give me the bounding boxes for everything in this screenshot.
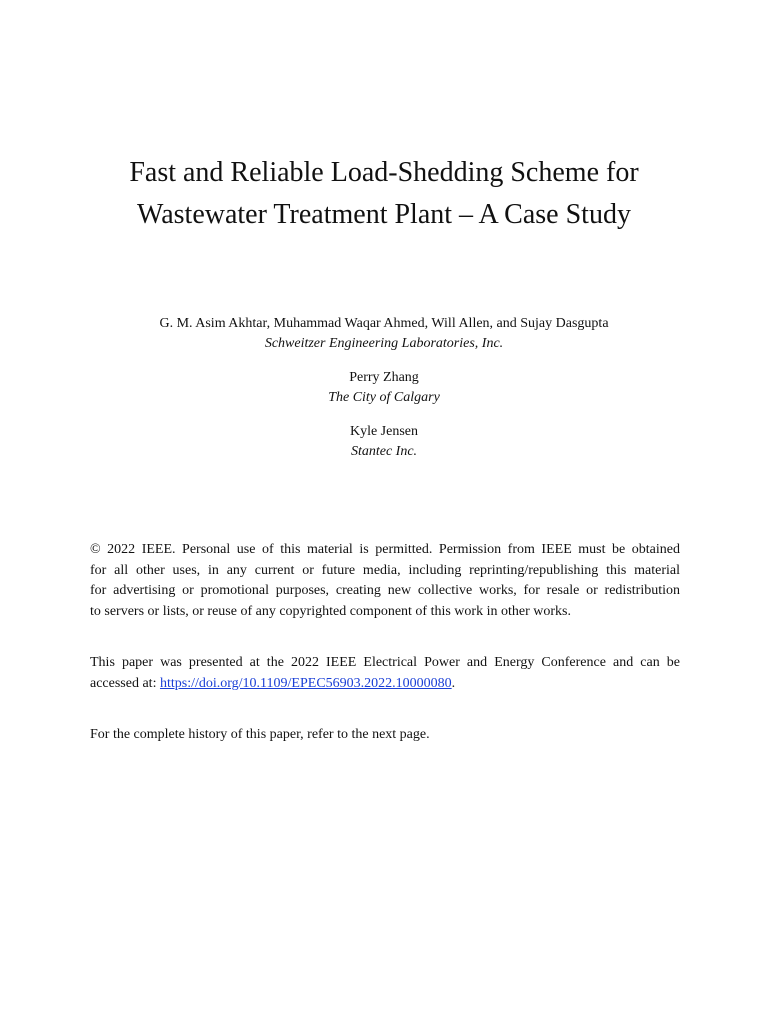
author-affiliation: Schweitzer Engineering Laboratories, Inc. [264, 336, 504, 351]
author-group-stantec [40, 422, 728, 462]
author-names: G. M. Asim Akhtar, Muhammad Waqar Ahmed, Will Allen, and Sujay Dasgupta [159, 316, 609, 331]
author-names: Kyle Jensen [349, 424, 419, 439]
copyright-line: for advertising or promotional purposes, creating new collective works, for resale or redistribution [90, 583, 680, 599]
history-note [90, 725, 680, 746]
history-text: For the complete history of this paper, refer to the next page. [90, 727, 430, 742]
copyright-line: © 2022 IEEE. Personal use of this material is permitted. Permission from IEEE must be obtained [90, 542, 680, 557]
presentation-line-1: This paper was presented at the 2022 IEEE Electrical Power and Energy Conference and can be [90, 655, 680, 670]
copyright-line: to servers or lists, or reuse of any copyrighted component of this work in other works. [90, 603, 571, 619]
author-group-sel [40, 314, 728, 354]
presentation-line-2 [90, 674, 680, 695]
period: . [451, 675, 456, 691]
copyright-notice [90, 540, 680, 622]
author-affiliation: The City of Calgary [328, 390, 440, 405]
author-affiliation: Stantec Inc. [350, 444, 418, 459]
copyright-line: for all other uses, in any current or future media, including reprinting/republishing this material [90, 562, 680, 578]
paper-title-line-1: Fast and Reliable Load-Shedding Scheme for [129, 157, 639, 188]
paper-title [40, 152, 728, 236]
accessed-at-label: accessed at: [90, 675, 160, 691]
presentation-notice [90, 653, 680, 694]
author-names: Perry Zhang [349, 370, 419, 385]
paper-title-line-2: Wastewater Treatment Plant – A Case Study [137, 199, 631, 230]
author-group-calgary [40, 368, 728, 408]
doi-link[interactable]: https://doi.org/10.1109/EPEC56903.2022.10000080 [159, 675, 452, 691]
